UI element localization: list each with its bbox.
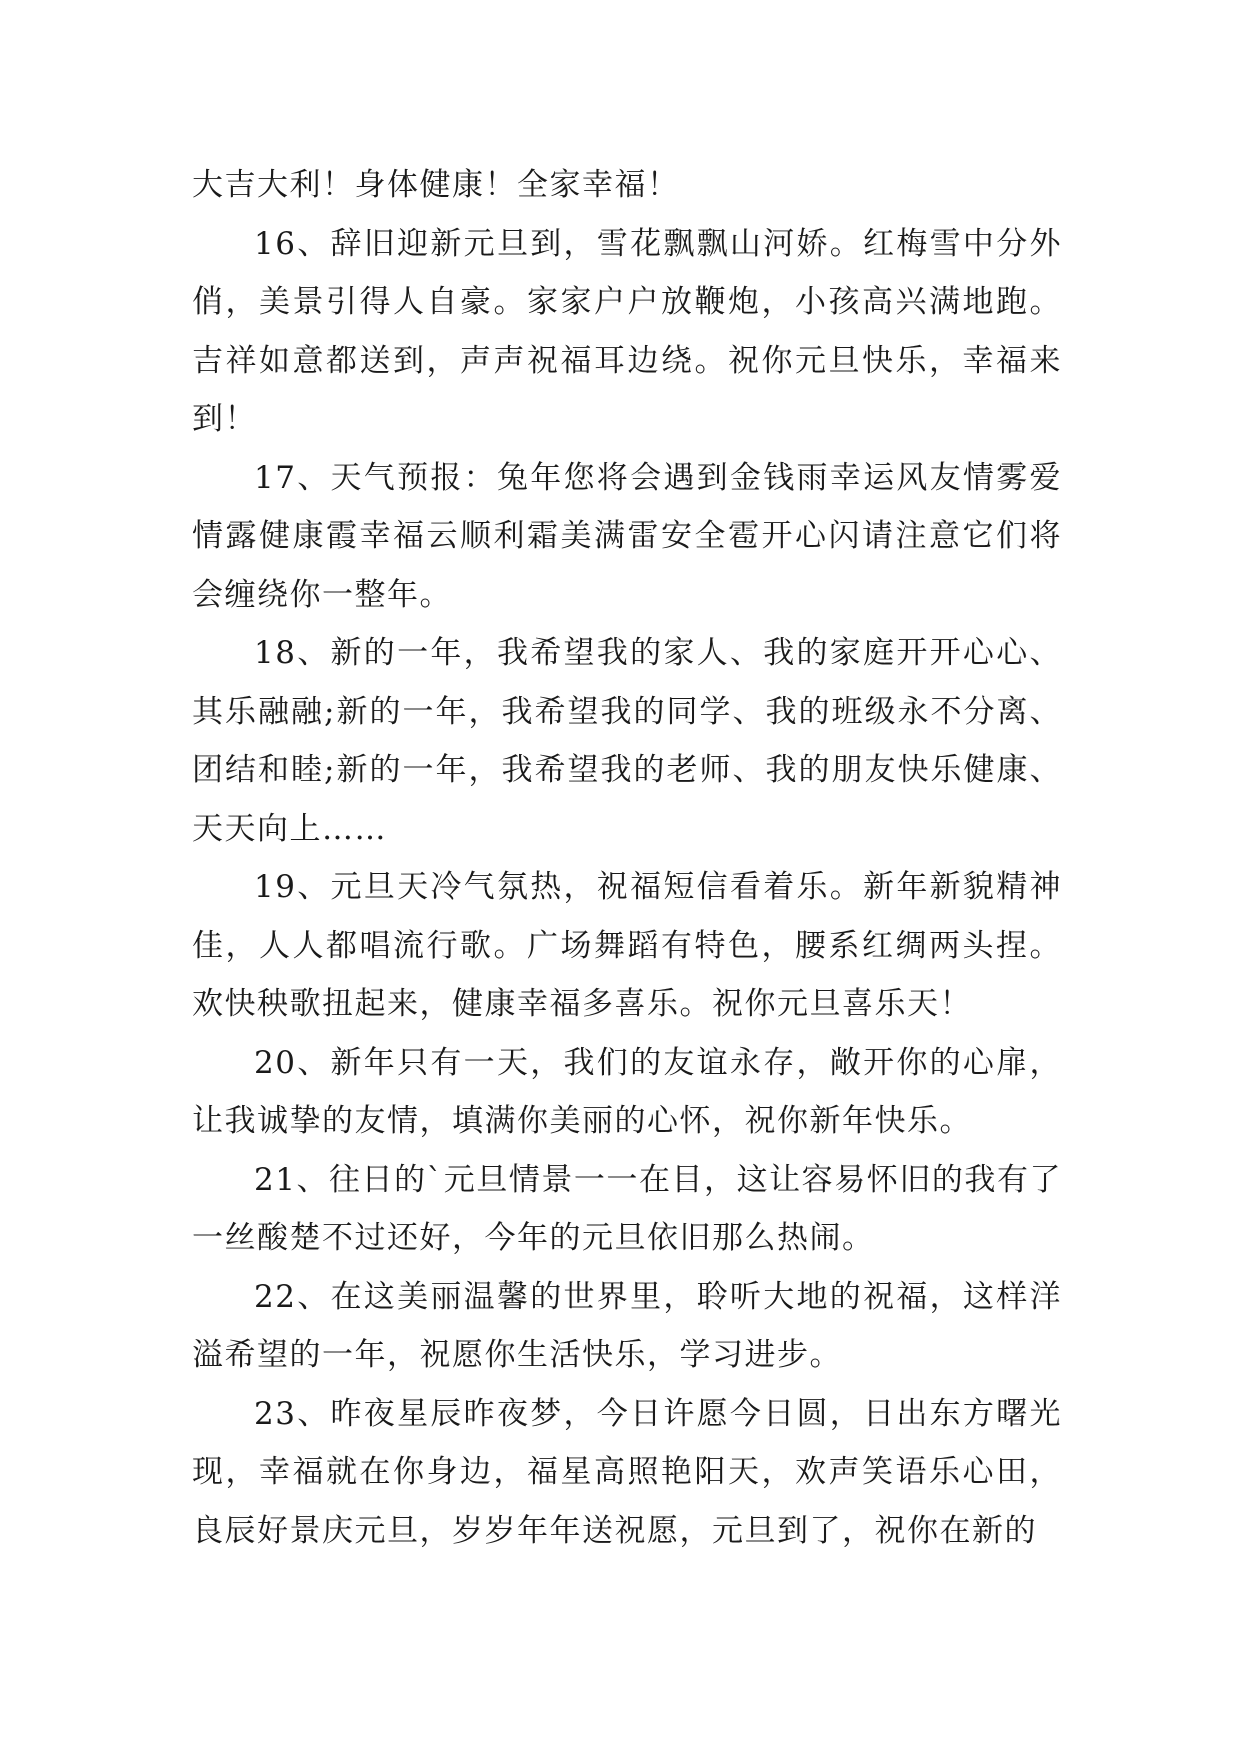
paragraph-17: 17、天气预报：兔年您将会遇到金钱雨幸运风友情雾爱情露健康霞幸福云顺利霜美满雷安全雹开心闪请注意它们将会缠绕你一整年。 [192,459,1062,613]
paragraph-18: 18、新的一年，我希望我的家人、我的家庭开开心心、其乐融融;新的一年，我希望我的同学、我的班级永不分离、团结和睦;新的一年，我希望我的老师、我的朋友快乐健康、天天向上…… [192,635,1062,847]
paragraph-22: 22、在这美丽温馨的世界里，聆听大地的祝福，这样洋溢希望的一年，祝愿你生活快乐，学习进步。 [192,1278,1062,1373]
paragraph-23: 23、昨夜星辰昨夜梦，今日许愿今日圆，日出东方曙光现，幸福就在你身边，福星高照艳阳天，欢声笑语乐心田，良辰好景庆元旦，岁岁年年送祝愿，元旦到了，祝你在新的 [192,1395,1062,1549]
paragraph-continuation: 大吉大利！身体健康！全家幸福！ [192,167,680,203]
paragraph-16: 16、辞旧迎新元旦到，雪花飘飘山河娇。红梅雪中分外俏，美景引得人自豪。家家户户放鞭炮，小孩高兴满地跑。吉祥如意都送到，声声祝福耳边绕。祝你元旦快乐，幸福来到！ [192,225,1062,437]
paragraph-19: 19、元旦天冷气氛热，祝福短信看着乐。新年新貌精神佳，人人都唱流行歌。广场舞蹈有特色，腰系红绸两头捏。欢快秧歌扭起来，健康幸福多喜乐。祝你元旦喜乐天！ [192,869,1062,1022]
document-body [192,156,1062,1560]
paragraph-20: 20、新年只有一天，我们的友谊永存，敞开你的心扉，让我诚挚的友情，填满你美丽的心怀，祝你新年快乐。 [192,1044,1062,1139]
paragraph-21: 21、往日的`元旦情景一一在目，这让容易怀旧的我有了一丝酸楚不过还好，今年的元旦依旧那么热闹。 [192,1161,1062,1256]
